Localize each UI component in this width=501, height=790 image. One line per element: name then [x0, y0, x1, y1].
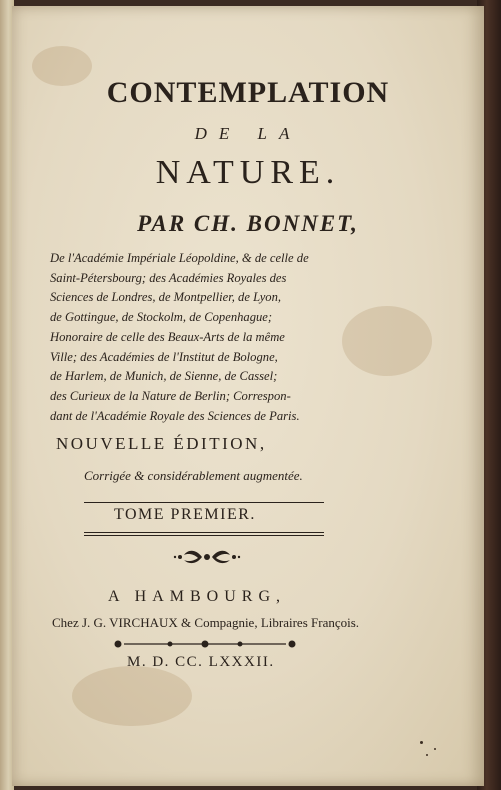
- affiliation-line: Sciences de Londres, de Montpellier, de Lyon,: [50, 290, 282, 305]
- imprint-date: M. D. CC. LXXXII.: [127, 654, 275, 670]
- affiliation-line: de Gottingue, de Stockolm, de Copenhague;: [50, 310, 273, 325]
- ink-speck: [434, 748, 436, 750]
- printers-ornament-icon: [172, 546, 242, 568]
- title-page: [12, 6, 484, 786]
- affiliation-line: des Curieux de la Nature de Berlin; Correspon-: [50, 388, 291, 403]
- affiliation-line: Ville; des Académies de l'Institut de Bologne,: [50, 349, 278, 364]
- affiliation-line: Saint-Pétersbourg; des Académies Royales des: [50, 270, 287, 285]
- title-line-2: DE LA: [194, 124, 302, 143]
- title-line-3: NATURE.: [155, 154, 341, 191]
- affiliation-line: dant de l'Académie Royale des Sciences de Paris.: [50, 408, 300, 423]
- divider-rule: [84, 535, 324, 536]
- divider-rule: [84, 502, 324, 503]
- affiliation-line: de Harlem, de Munich, de Sienne, de Cassel;: [50, 369, 278, 384]
- imprint-publisher: Chez J. G. VIRCHAUX & Compagnie, Libraires François.: [52, 615, 360, 630]
- volume-label: TOME PREMIER.: [114, 506, 256, 523]
- edition-note: Corrigée & considérablement augmentée.: [84, 468, 303, 483]
- title-line-1: CONTEMPLATION: [106, 76, 390, 109]
- ink-speck: [420, 741, 423, 744]
- divider-rule: [84, 532, 324, 533]
- paper-stain: [72, 666, 192, 726]
- imprint-city: A HAMBOURG,: [108, 588, 287, 605]
- author-affiliations: [50, 249, 390, 426]
- ink-speck: [426, 754, 428, 756]
- decorative-rule-icon: [110, 638, 300, 650]
- edition-heading: NOUVELLE ÉDITION,: [56, 434, 267, 453]
- affiliation-line: Honoraire de celle des Beaux-Arts de la même: [50, 329, 285, 344]
- author-line: PAR CH. BONNET,: [137, 211, 359, 236]
- affiliation-line: De l'Académie Impériale Léopoldine, & de celle de: [50, 251, 309, 265]
